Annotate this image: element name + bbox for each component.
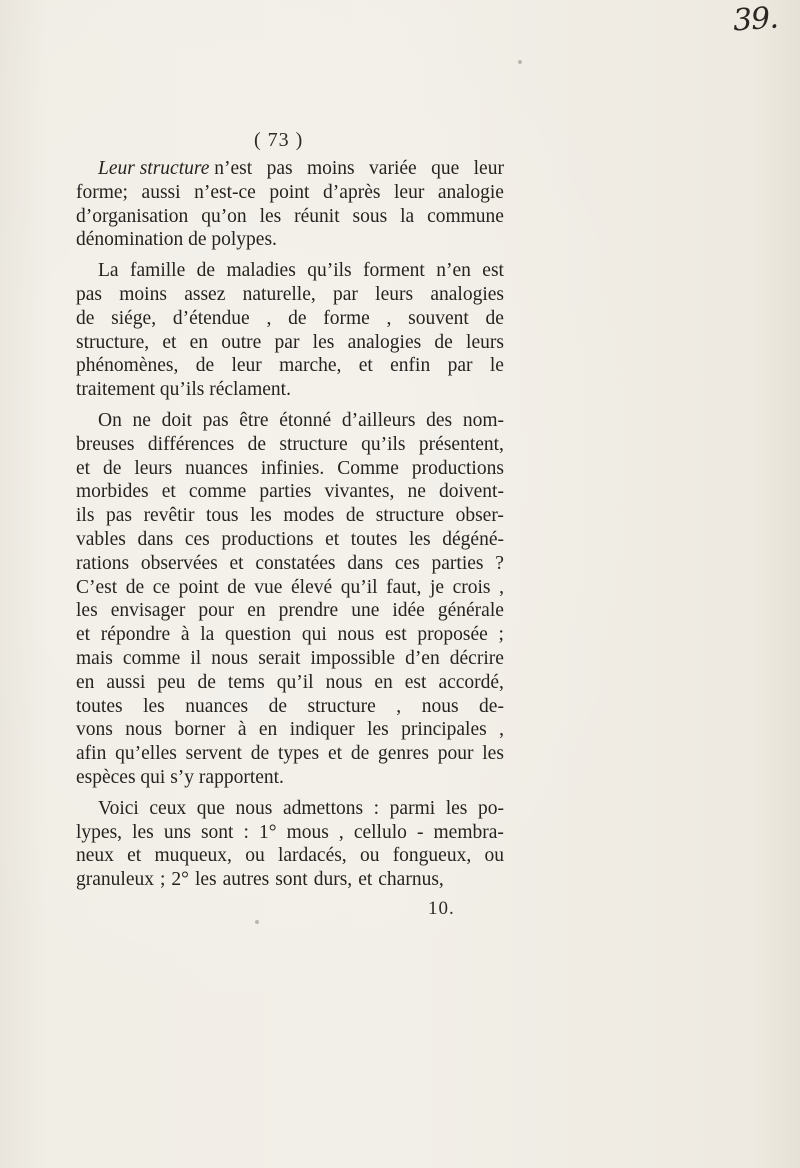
word: sont <box>275 869 308 891</box>
word: nous <box>325 671 363 693</box>
word: et <box>327 743 343 765</box>
word: de <box>434 331 453 353</box>
word: : <box>243 821 249 843</box>
text-line <box>76 378 504 402</box>
word: qu’ils <box>307 260 352 282</box>
word: et <box>162 331 177 353</box>
word: est <box>404 671 427 693</box>
word: dans <box>137 528 174 550</box>
word: de <box>288 307 307 329</box>
word: dégéné- <box>442 528 504 550</box>
word: ; <box>159 869 166 891</box>
word: aussi <box>141 181 181 203</box>
word: leurs <box>466 331 504 353</box>
word: d’après <box>323 181 381 203</box>
word: de <box>345 505 365 527</box>
word: lypes, <box>76 821 123 843</box>
word: décrire <box>449 647 504 669</box>
text-line <box>76 718 504 742</box>
text-line <box>76 457 504 481</box>
paragraph-gap <box>76 790 504 797</box>
word: comme <box>188 481 247 503</box>
word: envisager <box>110 600 186 622</box>
word: moins <box>119 283 167 305</box>
word: On <box>98 409 122 431</box>
signature-mark: 10. <box>428 898 455 919</box>
word: sous <box>352 205 388 227</box>
word: admettons <box>282 797 364 819</box>
text-line <box>76 868 504 892</box>
word: que <box>196 797 225 819</box>
word: peu <box>157 671 186 693</box>
word: parmi <box>389 797 436 819</box>
word: en <box>247 600 266 622</box>
word: productions <box>411 457 504 479</box>
word: ces <box>184 528 210 550</box>
word: présentent, <box>418 433 504 455</box>
word: dénomination de polypes. <box>76 229 277 251</box>
word: ne <box>407 481 426 503</box>
word: pas <box>76 283 102 305</box>
word: à <box>237 719 247 741</box>
word: question <box>225 624 292 646</box>
word: pas <box>266 158 293 179</box>
word: leur <box>473 158 504 179</box>
word: d’organisation <box>76 205 189 227</box>
word: est <box>385 624 407 646</box>
word: espèces qui s’y rapportent. <box>76 766 284 788</box>
text-line <box>76 695 504 719</box>
text-line <box>76 623 504 647</box>
word: , <box>499 719 504 741</box>
text-line <box>76 844 504 868</box>
word: répondre <box>100 624 171 646</box>
word: prendre <box>278 600 339 622</box>
word: forme <box>323 307 370 329</box>
text-line <box>76 157 504 181</box>
word: étonné <box>279 409 332 431</box>
word: : <box>373 797 380 819</box>
word: nous <box>235 797 273 819</box>
word: leurs <box>375 283 414 305</box>
word: tems <box>227 671 265 693</box>
word: C’est <box>76 576 118 598</box>
word: d’étendue <box>172 307 250 329</box>
word: analogies <box>347 331 422 353</box>
word: Leur structure n’est <box>98 158 253 179</box>
word: ou <box>359 845 380 867</box>
word: et <box>161 481 176 503</box>
paragraph <box>76 157 504 252</box>
word: est <box>482 260 504 282</box>
text-line <box>76 552 504 576</box>
word: structure <box>307 695 376 717</box>
word: les <box>312 331 335 353</box>
word: leur <box>394 181 425 203</box>
word: 1° <box>258 821 277 843</box>
word: je <box>429 576 445 598</box>
paper-spot <box>518 60 522 64</box>
word: afin <box>76 743 107 765</box>
word: de <box>485 307 504 329</box>
paragraph <box>76 409 504 790</box>
text-line <box>76 480 504 504</box>
word: générale <box>437 600 504 622</box>
word: par <box>274 331 300 353</box>
word: la <box>400 205 415 227</box>
word: pas <box>202 409 229 431</box>
word: analogie <box>437 181 504 203</box>
text-line <box>76 647 504 671</box>
text-line <box>76 331 504 355</box>
word: en <box>189 331 209 353</box>
word: , <box>266 307 272 329</box>
text-line <box>76 504 504 528</box>
word: mais <box>76 647 113 669</box>
word: de <box>103 457 122 479</box>
word: de <box>196 260 216 282</box>
word: qui <box>301 624 327 646</box>
word: types <box>277 743 320 765</box>
word: et <box>76 457 91 479</box>
text-line <box>76 576 504 600</box>
word: vue <box>254 576 283 598</box>
word: à <box>180 624 190 646</box>
word: en <box>374 671 393 693</box>
word: de <box>350 743 370 765</box>
word: vivantes, <box>324 481 395 503</box>
word: revêtir <box>143 505 195 527</box>
word: ce <box>152 576 171 598</box>
word: qu’il <box>340 576 378 598</box>
word: mous <box>286 821 329 843</box>
word: borner <box>174 719 226 741</box>
word: les <box>132 821 154 843</box>
word: impossible <box>310 647 395 669</box>
text-line <box>76 742 504 766</box>
word: n’est-ce <box>194 181 256 203</box>
word: nuances <box>185 695 249 717</box>
word: crois <box>452 576 491 598</box>
word: point <box>178 576 219 598</box>
word: de <box>247 433 266 455</box>
word: breuses <box>76 433 135 455</box>
word: ces <box>394 552 420 574</box>
word: être <box>239 409 269 431</box>
word: par <box>333 283 358 305</box>
word: ils <box>76 505 95 527</box>
word: enfin <box>390 355 431 377</box>
word: maladies <box>226 260 296 282</box>
paper-spot <box>255 920 259 924</box>
word: de- <box>479 695 504 717</box>
word: et <box>325 528 340 550</box>
word: nom- <box>462 409 504 431</box>
text-line <box>76 599 504 623</box>
word: idée <box>392 600 425 622</box>
word: siége, <box>111 307 157 329</box>
text-line <box>76 433 504 457</box>
paragraph <box>76 797 504 892</box>
word: en <box>76 671 95 693</box>
word: qu’il <box>276 671 314 693</box>
word: les <box>194 869 217 891</box>
word: pas <box>106 505 132 527</box>
word: de <box>227 576 246 598</box>
word: membra- <box>433 821 504 843</box>
word: doivent- <box>438 481 504 503</box>
word: et <box>76 624 91 646</box>
word: accordé, <box>438 671 504 693</box>
word: qu’elles <box>115 743 177 765</box>
word: 2° <box>171 869 189 891</box>
word: pour <box>198 600 235 622</box>
word: et <box>127 845 142 867</box>
text-line <box>76 766 504 790</box>
handwritten-folio-number: 39. <box>731 0 779 39</box>
word: traitement qu’ils réclament. <box>76 379 291 401</box>
word: autres <box>222 869 270 891</box>
word: muqueux, <box>154 845 232 867</box>
body-text <box>76 157 504 892</box>
word: structure <box>375 505 445 527</box>
word: et <box>358 355 373 377</box>
word: phénomènes, <box>76 355 179 377</box>
word: ? <box>495 552 504 574</box>
word: une <box>351 600 380 622</box>
paragraph-gap <box>76 252 504 259</box>
word: forment <box>363 260 425 282</box>
word: faut, <box>386 576 422 598</box>
word: , <box>338 821 344 843</box>
word: de <box>125 576 145 598</box>
word: pour <box>437 743 474 765</box>
word: durs, <box>313 869 353 891</box>
text-line <box>76 821 504 845</box>
word: lardacés, <box>277 845 347 867</box>
text-line <box>76 671 504 695</box>
word: les <box>367 719 389 741</box>
word: parties <box>259 481 312 503</box>
word: sont <box>200 821 234 843</box>
word: les <box>76 600 98 622</box>
word: leurs <box>134 457 173 479</box>
word: nous <box>211 647 249 669</box>
word: rations <box>76 552 130 574</box>
word: souvent <box>408 307 469 329</box>
word: ceux <box>149 797 187 819</box>
word: modes <box>283 505 335 527</box>
word: marche, <box>279 355 342 377</box>
word: vables <box>76 528 126 550</box>
word: des <box>426 409 453 431</box>
word: qu’ils <box>361 433 406 455</box>
word: nous <box>421 695 459 717</box>
word: uns <box>163 821 191 843</box>
word: que <box>431 158 460 179</box>
word: Comme <box>337 457 399 479</box>
word: - <box>416 821 424 843</box>
word: servent <box>185 743 242 765</box>
word: fongueux, <box>392 845 472 867</box>
word: de <box>250 743 270 765</box>
word: morbides <box>76 481 149 503</box>
text-line <box>76 205 504 229</box>
word: principales <box>401 719 487 741</box>
word: , <box>396 695 402 717</box>
word: toutes <box>76 695 123 717</box>
word: et <box>358 869 373 891</box>
word: constatées <box>255 552 336 574</box>
word: ; <box>498 624 504 646</box>
text-line <box>76 307 504 331</box>
word: différences <box>147 433 235 455</box>
word: d’en <box>405 647 440 669</box>
word: ou <box>484 845 504 867</box>
page-number: ( 73 ) <box>254 129 304 151</box>
word: granuleux <box>76 869 154 891</box>
word: analogies <box>430 283 504 305</box>
word: le <box>489 355 504 377</box>
word: aussi <box>106 671 146 693</box>
word: naturelle, <box>242 283 316 305</box>
word: point <box>269 181 310 203</box>
word: les <box>445 797 468 819</box>
word: les <box>408 528 431 550</box>
text-line <box>76 409 504 433</box>
word: qu’on <box>201 205 247 227</box>
word: , <box>386 307 392 329</box>
word: ne <box>132 409 151 431</box>
word: nuances <box>185 457 248 479</box>
word: nous <box>337 624 375 646</box>
word: n’en <box>436 260 471 282</box>
text-line <box>76 181 504 205</box>
text-line <box>76 354 504 378</box>
word: , <box>499 576 504 598</box>
word: il <box>190 647 202 669</box>
word: famille <box>130 260 186 282</box>
word: de <box>268 695 288 717</box>
paragraph-gap <box>76 402 504 409</box>
word: comme <box>122 647 181 669</box>
word: structure, <box>76 331 150 353</box>
word: outre <box>221 331 262 353</box>
word: parties <box>431 552 484 574</box>
word: variée <box>369 158 417 179</box>
word: tous <box>206 505 239 527</box>
word: doit <box>161 409 192 431</box>
word: de <box>195 355 215 377</box>
word: proposée <box>417 624 488 646</box>
word: en <box>258 719 278 741</box>
text-line <box>76 259 504 283</box>
word: charnus, <box>378 869 444 891</box>
word: infinies. <box>260 457 325 479</box>
word: po- <box>477 797 504 819</box>
text-line <box>76 283 504 307</box>
word: réunit <box>294 205 340 227</box>
word: forme; <box>76 181 128 203</box>
word: les <box>143 695 165 717</box>
word: d’ailleurs <box>341 409 416 431</box>
word: de <box>76 307 95 329</box>
word: la <box>200 624 215 646</box>
word: commune <box>427 205 504 227</box>
word: neux <box>76 845 114 867</box>
word: serait <box>258 647 301 669</box>
word: les <box>259 205 282 227</box>
word: structure <box>279 433 348 455</box>
word: observées <box>140 552 218 574</box>
word: élevé <box>291 576 333 598</box>
word: cellulo <box>353 821 407 843</box>
word: productions <box>221 528 314 550</box>
word: vons <box>76 719 113 741</box>
text-line <box>76 228 504 252</box>
paragraph <box>76 259 504 402</box>
word: La <box>98 260 119 282</box>
word: de <box>197 671 216 693</box>
word: toutes <box>350 528 398 550</box>
word: par <box>447 355 473 377</box>
word: genres <box>378 743 429 765</box>
text-line <box>76 528 504 552</box>
word: assez <box>184 283 226 305</box>
text-line <box>76 797 504 821</box>
word: les <box>250 505 272 527</box>
word: moins <box>306 158 355 179</box>
word: indiquer <box>289 719 355 741</box>
word: dans <box>347 552 384 574</box>
word: les <box>482 743 504 765</box>
word: nous <box>125 719 163 741</box>
word: Voici <box>98 797 139 819</box>
word: et <box>229 552 244 574</box>
word: ou <box>245 845 265 867</box>
word: obser- <box>455 505 504 527</box>
word: leur <box>231 355 262 377</box>
